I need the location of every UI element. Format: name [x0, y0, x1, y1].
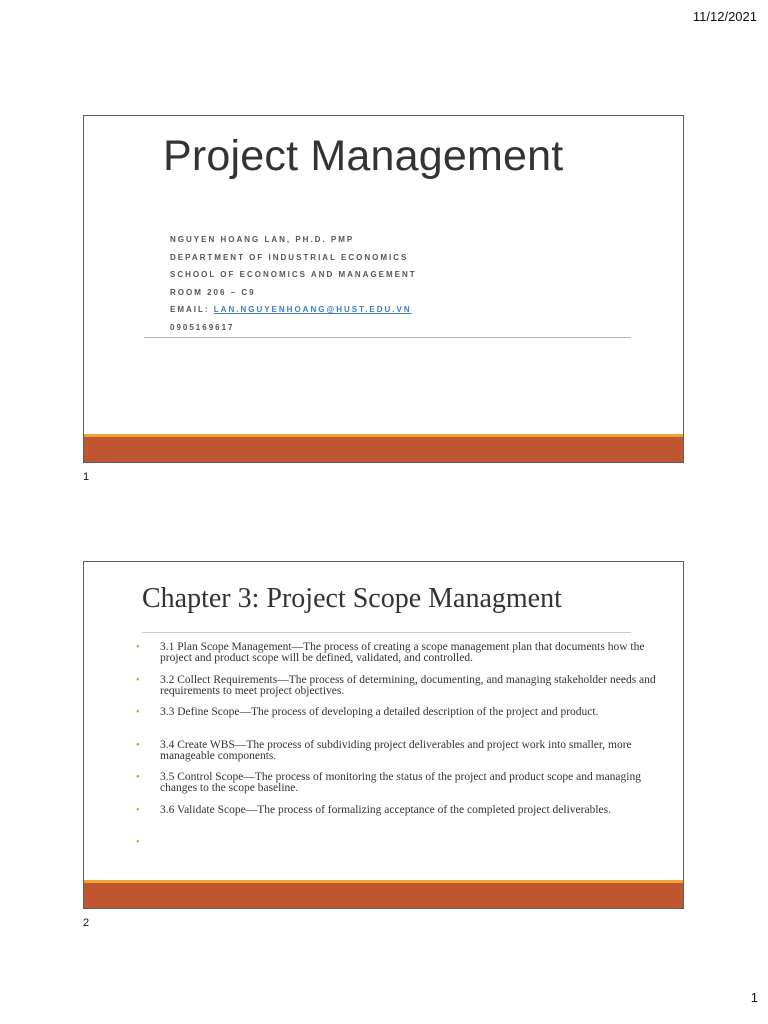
bullet-marker: •	[136, 642, 140, 653]
slide-1-page-number: 1	[83, 471, 90, 483]
author-school: SCHOOL OF ECONOMICS AND MANAGEMENT	[170, 270, 417, 279]
slide-2	[83, 561, 684, 909]
list-item-text: 3.6 Validate Scope—The process of formalizing acceptance of the completed project deliverables.	[160, 803, 611, 816]
list-item-text: 3.1 Plan Scope Management—The process of creating a scope management plan that documents how the project and product scope will be defined, validated, and controlled.	[160, 641, 645, 664]
email-link[interactable]: LAN.NGUYENHOANG@HUST.EDU.VN	[213, 305, 412, 314]
sheet-page-number: 1	[750, 990, 758, 1005]
divider	[144, 337, 631, 338]
list-item	[136, 642, 656, 675]
email-label: EMAIL:	[170, 305, 214, 314]
author-name: NGUYEN HOANG LAN, PH.D. PMP	[170, 235, 355, 244]
author-email-line	[170, 301, 417, 319]
bullet-marker: •	[136, 804, 140, 816]
bullet-marker: •	[136, 674, 140, 686]
list-item-text: 3.5 Control Scope—The process of monitoring the status of the project and product scope and managing changes to the scope baseline.	[160, 771, 641, 794]
list-item	[136, 675, 656, 708]
list-item-text: 3.4 Create WBS—The process of subdividing project deliverables and project work into smaller, more manageable components.	[160, 738, 632, 762]
bullet-marker: •	[136, 739, 140, 751]
slide-footer-band	[84, 880, 683, 908]
author-room: ROOM 206 – C9	[170, 287, 256, 297]
author-phone: 0905169617	[170, 322, 235, 332]
author-info	[170, 231, 417, 336]
slide-footer-band	[84, 434, 683, 462]
bullet-marker: •	[136, 772, 140, 783]
list-item	[136, 707, 656, 740]
bullet-marker: •	[136, 837, 140, 848]
list-item-text: 3.2 Collect Requirements—The process of determining, documenting, and managing stakeholder needs and requirements to meet project objectives.	[160, 673, 656, 697]
divider	[142, 632, 631, 633]
slide-2-title: Chapter 3: Project Scope Managment	[142, 583, 562, 614]
list-item	[136, 837, 656, 870]
list-item	[136, 805, 656, 838]
slide-1-title: Project Management	[163, 132, 564, 180]
bullet-list	[136, 642, 656, 870]
list-item-text: 3.3 Define Scope—The process of developing a detailed description of the project and product.	[160, 706, 599, 718]
list-item	[136, 772, 656, 805]
list-item	[136, 740, 656, 773]
author-department: DEPARTMENT OF INDUSTRIAL ECONOMICS	[170, 252, 409, 262]
bullet-marker: •	[136, 707, 140, 718]
slide-2-page-number: 2	[83, 917, 90, 929]
print-date: 11/12/2021	[692, 9, 757, 24]
slide-1	[83, 115, 684, 463]
